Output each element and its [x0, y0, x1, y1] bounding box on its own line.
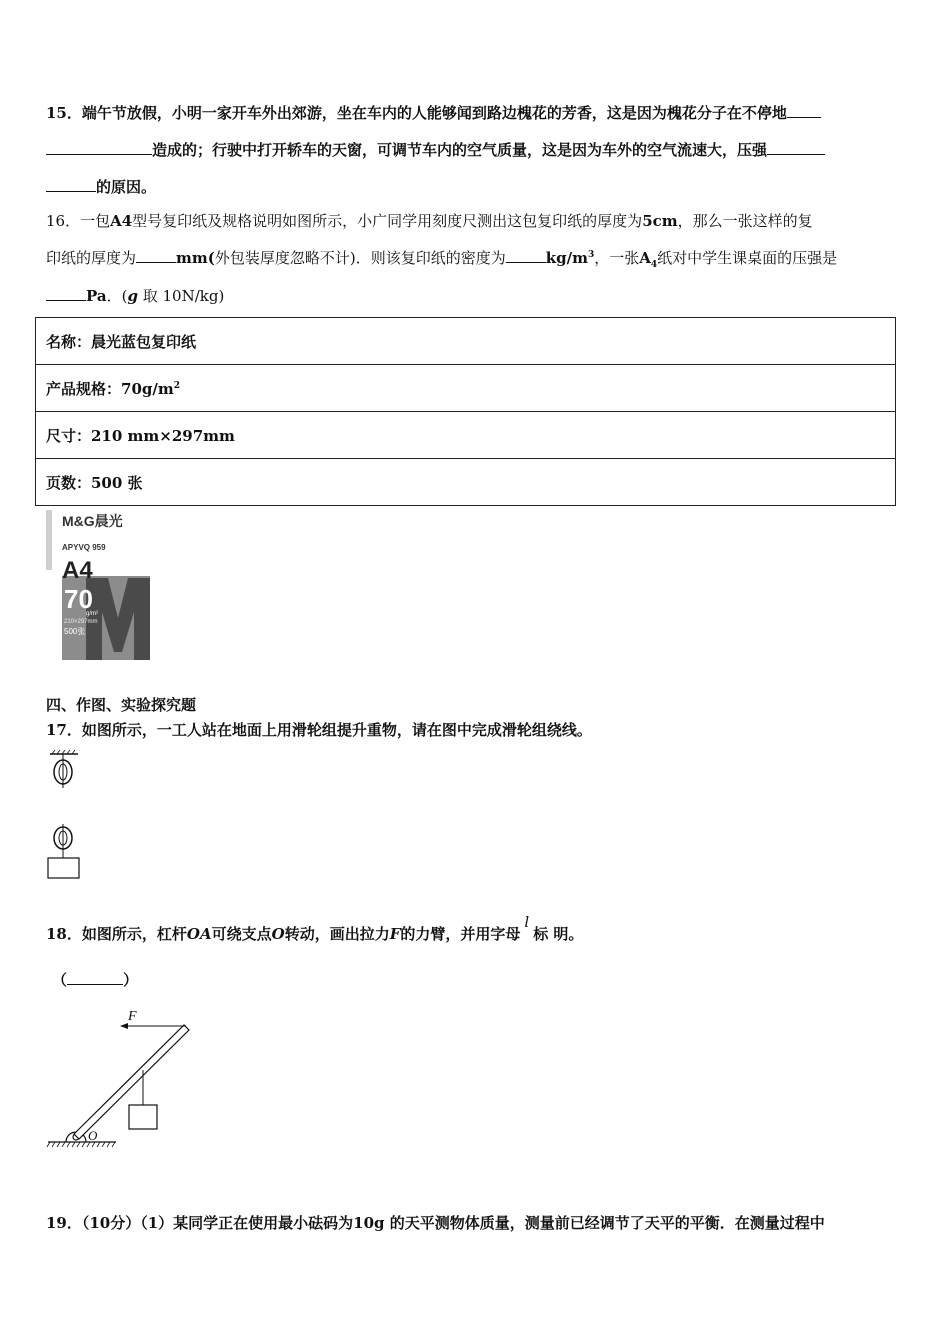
q16-line1: 16．一包A4型号复印纸及规格说明如图所示，小广同学用刻度尺测出这包复印纸的厚度为5cm，那么一张这样的复 [46, 212, 813, 230]
q15-line2: 造成的；行驶中打开轿车的天窗，可调节车内的空气质量，这是因为车外的空气流速大，压强 [46, 140, 825, 160]
pkg-brand: M&G晨光 [62, 513, 123, 529]
spec-size: 尺寸：210 mm×297mm [36, 412, 896, 459]
pkg-unit: g/m² [86, 611, 98, 617]
spec-weight: 产品规格：$70g/m^2$ [36, 365, 896, 412]
pulley-system-figure [44, 748, 84, 882]
pkg-weight: 70 [64, 584, 93, 614]
q18-text: 18．如图所示，杠杆OA可绕支点O转动，画出拉力F的力臂，并用字母l标 明。 [46, 913, 584, 943]
q18-answer: （ ） [52, 971, 139, 989]
lever-figure [44, 1004, 204, 1154]
spec-table [35, 317, 896, 506]
q17-text: 17．如图所示，一工人站在地面上用滑轮组提升重物，请在图中完成滑轮组绕线。 [46, 721, 592, 739]
paper-package-image [46, 510, 150, 662]
q15-blank-1b [46, 140, 152, 155]
q15-blank-2 [767, 140, 825, 155]
spec-name: 名称：晨光蓝包复印纸 [36, 318, 896, 365]
q16-blank-density [506, 248, 546, 263]
pkg-count: 500张 [64, 627, 86, 636]
lever-force-label: F [128, 1009, 137, 1024]
q15-blank-2b [46, 177, 96, 192]
q16-line3: Pa．(g 取 10N/kg) [46, 286, 224, 306]
q15-line1: 15．端午节放假，小明一家开车外出郊游，坐在车内的人能够闻到路边槐花的芳香，这是因为槐花分子在不停地 [46, 103, 821, 123]
q16-blank-thickness [136, 248, 176, 263]
lever-pivot-label: O [88, 1128, 98, 1143]
q16-line2: 印纸的厚度为 mm(外包装厚度忽略不计)．则该复印纸的密度为 $kg/m^3$，一张$A_4$纸对中学生课桌面的压强是 [46, 249, 838, 270]
q19-text: 19．（10分）（1）某同学正在使用最小砝码为10g 的天平测物体质量，测量前已经调节了天平的平衡．在测量过程中 [46, 1214, 825, 1232]
lever-svg [44, 1004, 204, 1154]
q16-blank-pressure [46, 286, 86, 301]
pkg-size: A4 [62, 557, 93, 584]
pulley-svg [44, 748, 84, 882]
q15-blank-1 [787, 103, 821, 118]
q18-answer-blank [67, 970, 123, 985]
paper-package-svg [46, 510, 150, 662]
q15-line3: 的原因。 [46, 177, 156, 197]
pkg-model: APYVQ 959 [62, 543, 106, 552]
pkg-dims: 210×297mm [64, 619, 98, 625]
spec-pages: 页数：500 张 [36, 459, 896, 506]
section-4-title: 四、作图、实验探究题 [46, 696, 197, 714]
